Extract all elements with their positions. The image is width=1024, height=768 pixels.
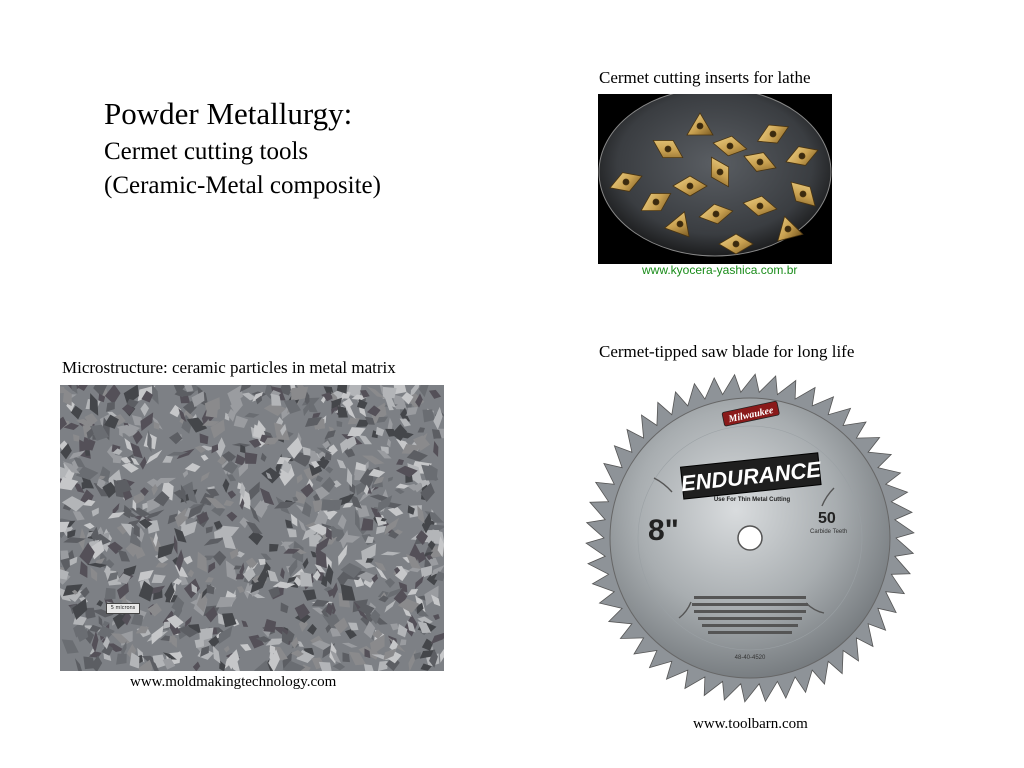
saw-source: www.toolbarn.com <box>693 716 808 732</box>
ceramic-particle <box>223 645 231 654</box>
insert-hole <box>785 226 791 232</box>
ceramic-particle <box>204 576 215 584</box>
ceramic-particle <box>406 587 420 597</box>
ceramic-particle <box>386 475 394 483</box>
ceramic-particle <box>260 452 267 462</box>
insert-hole <box>687 183 693 189</box>
inserts-photo <box>598 94 832 264</box>
ceramic-particle <box>97 615 104 627</box>
ceramic-particle <box>278 600 291 615</box>
inserts-source: www.kyocera-yashica.com.br <box>642 263 798 277</box>
ceramic-particle <box>187 569 194 577</box>
ceramic-particle <box>294 473 305 485</box>
insert-hole <box>623 179 629 185</box>
ceramic-particle <box>221 558 240 584</box>
ceramic-particle <box>88 565 100 582</box>
ceramic-particle <box>280 567 286 579</box>
micro-source: www.moldmakingtechnology.com <box>130 674 337 690</box>
insert-hole <box>800 191 806 197</box>
slide-subtitle-line1: Cermet cutting tools <box>104 138 309 165</box>
ceramic-particle <box>239 619 249 630</box>
ceramic-particle <box>194 444 207 454</box>
ceramic-particle <box>244 412 260 419</box>
ceramic-particle <box>386 438 392 448</box>
ceramic-particle <box>139 402 150 417</box>
microstructure-photo <box>60 385 444 671</box>
ceramic-particle <box>192 661 201 671</box>
saw-blade-photo <box>584 368 920 708</box>
ceramic-particle <box>198 470 211 483</box>
ceramic-particle <box>338 514 347 529</box>
ceramic-particle <box>394 488 405 495</box>
insert-hole <box>717 169 723 175</box>
ceramic-particle <box>73 657 85 671</box>
ceramic-particle <box>427 387 443 401</box>
slide-subtitle-line2: (Ceramic-Metal composite) <box>104 172 381 199</box>
ceramic-particle <box>225 511 238 523</box>
ceramic-particle <box>235 584 246 595</box>
ceramic-particle <box>96 624 115 639</box>
ceramic-particle <box>395 458 405 467</box>
micro-caption: Microstructure: ceramic particles in metal matrix <box>62 358 396 377</box>
saw-caption: Cermet-tipped saw blade for long life <box>599 342 855 361</box>
ceramic-particle <box>395 483 409 489</box>
saw-product-name: ENDURANCE <box>679 456 823 497</box>
ceramic-particle <box>104 385 122 405</box>
ceramic-particle <box>380 551 401 557</box>
ceramic-particle <box>334 457 348 471</box>
insert-hole <box>770 131 776 137</box>
ceramic-particle <box>416 426 426 435</box>
ceramic-particle <box>83 521 95 530</box>
ceramic-particle <box>181 469 189 479</box>
ceramic-particle <box>239 641 253 654</box>
ceramic-particle <box>325 466 334 474</box>
saw-part-number: 48-40-4520 <box>734 655 766 661</box>
saw-size: 8" <box>648 514 679 547</box>
ceramic-particle <box>192 550 211 575</box>
ceramic-particle <box>203 524 215 536</box>
ceramic-particle <box>222 478 230 493</box>
insert-hole <box>727 143 733 149</box>
ceramic-particle <box>226 489 237 500</box>
insert-hole <box>757 203 763 209</box>
insert-hole <box>733 241 739 247</box>
insert-hole <box>757 159 763 165</box>
ceramic-particle <box>96 600 103 607</box>
ceramic-particle <box>341 641 358 649</box>
ceramic-particle <box>332 662 346 671</box>
ceramic-particle <box>334 419 344 429</box>
ceramic-particle <box>199 453 209 462</box>
ceramic-particle <box>79 586 91 599</box>
ceramic-particle <box>432 612 442 622</box>
ceramic-particle <box>182 553 195 565</box>
ceramic-particle <box>431 440 440 457</box>
insert-hole <box>653 199 659 205</box>
ceramic-particle <box>196 431 211 447</box>
ceramic-particle <box>266 540 281 555</box>
saw-use-text: Use For Thin Metal Cutting <box>713 497 791 503</box>
ceramic-particle <box>168 430 184 445</box>
saw-teeth-label: Carbide Teeth <box>810 529 848 535</box>
saw-teeth-count: 50 <box>818 510 836 527</box>
inserts-caption: Cermet cutting inserts for lathe <box>599 68 811 87</box>
ceramic-particle <box>146 601 164 618</box>
insert-hole <box>697 123 703 129</box>
saw-brand: Milwaukee <box>727 405 775 426</box>
insert-hole <box>677 221 683 227</box>
ceramic-particle <box>144 448 164 466</box>
ceramic-particle <box>307 623 318 635</box>
ceramic-particle <box>139 456 148 470</box>
insert-hole <box>665 146 671 152</box>
insert-hole <box>713 211 719 217</box>
ceramic-particle <box>89 505 101 518</box>
scale-bar: 5 microns <box>106 603 140 614</box>
slide-title: Powder Metallurgy: <box>104 96 353 131</box>
ceramic-particle <box>406 649 418 671</box>
ceramic-particle <box>223 498 235 507</box>
insert-hole <box>799 153 805 159</box>
